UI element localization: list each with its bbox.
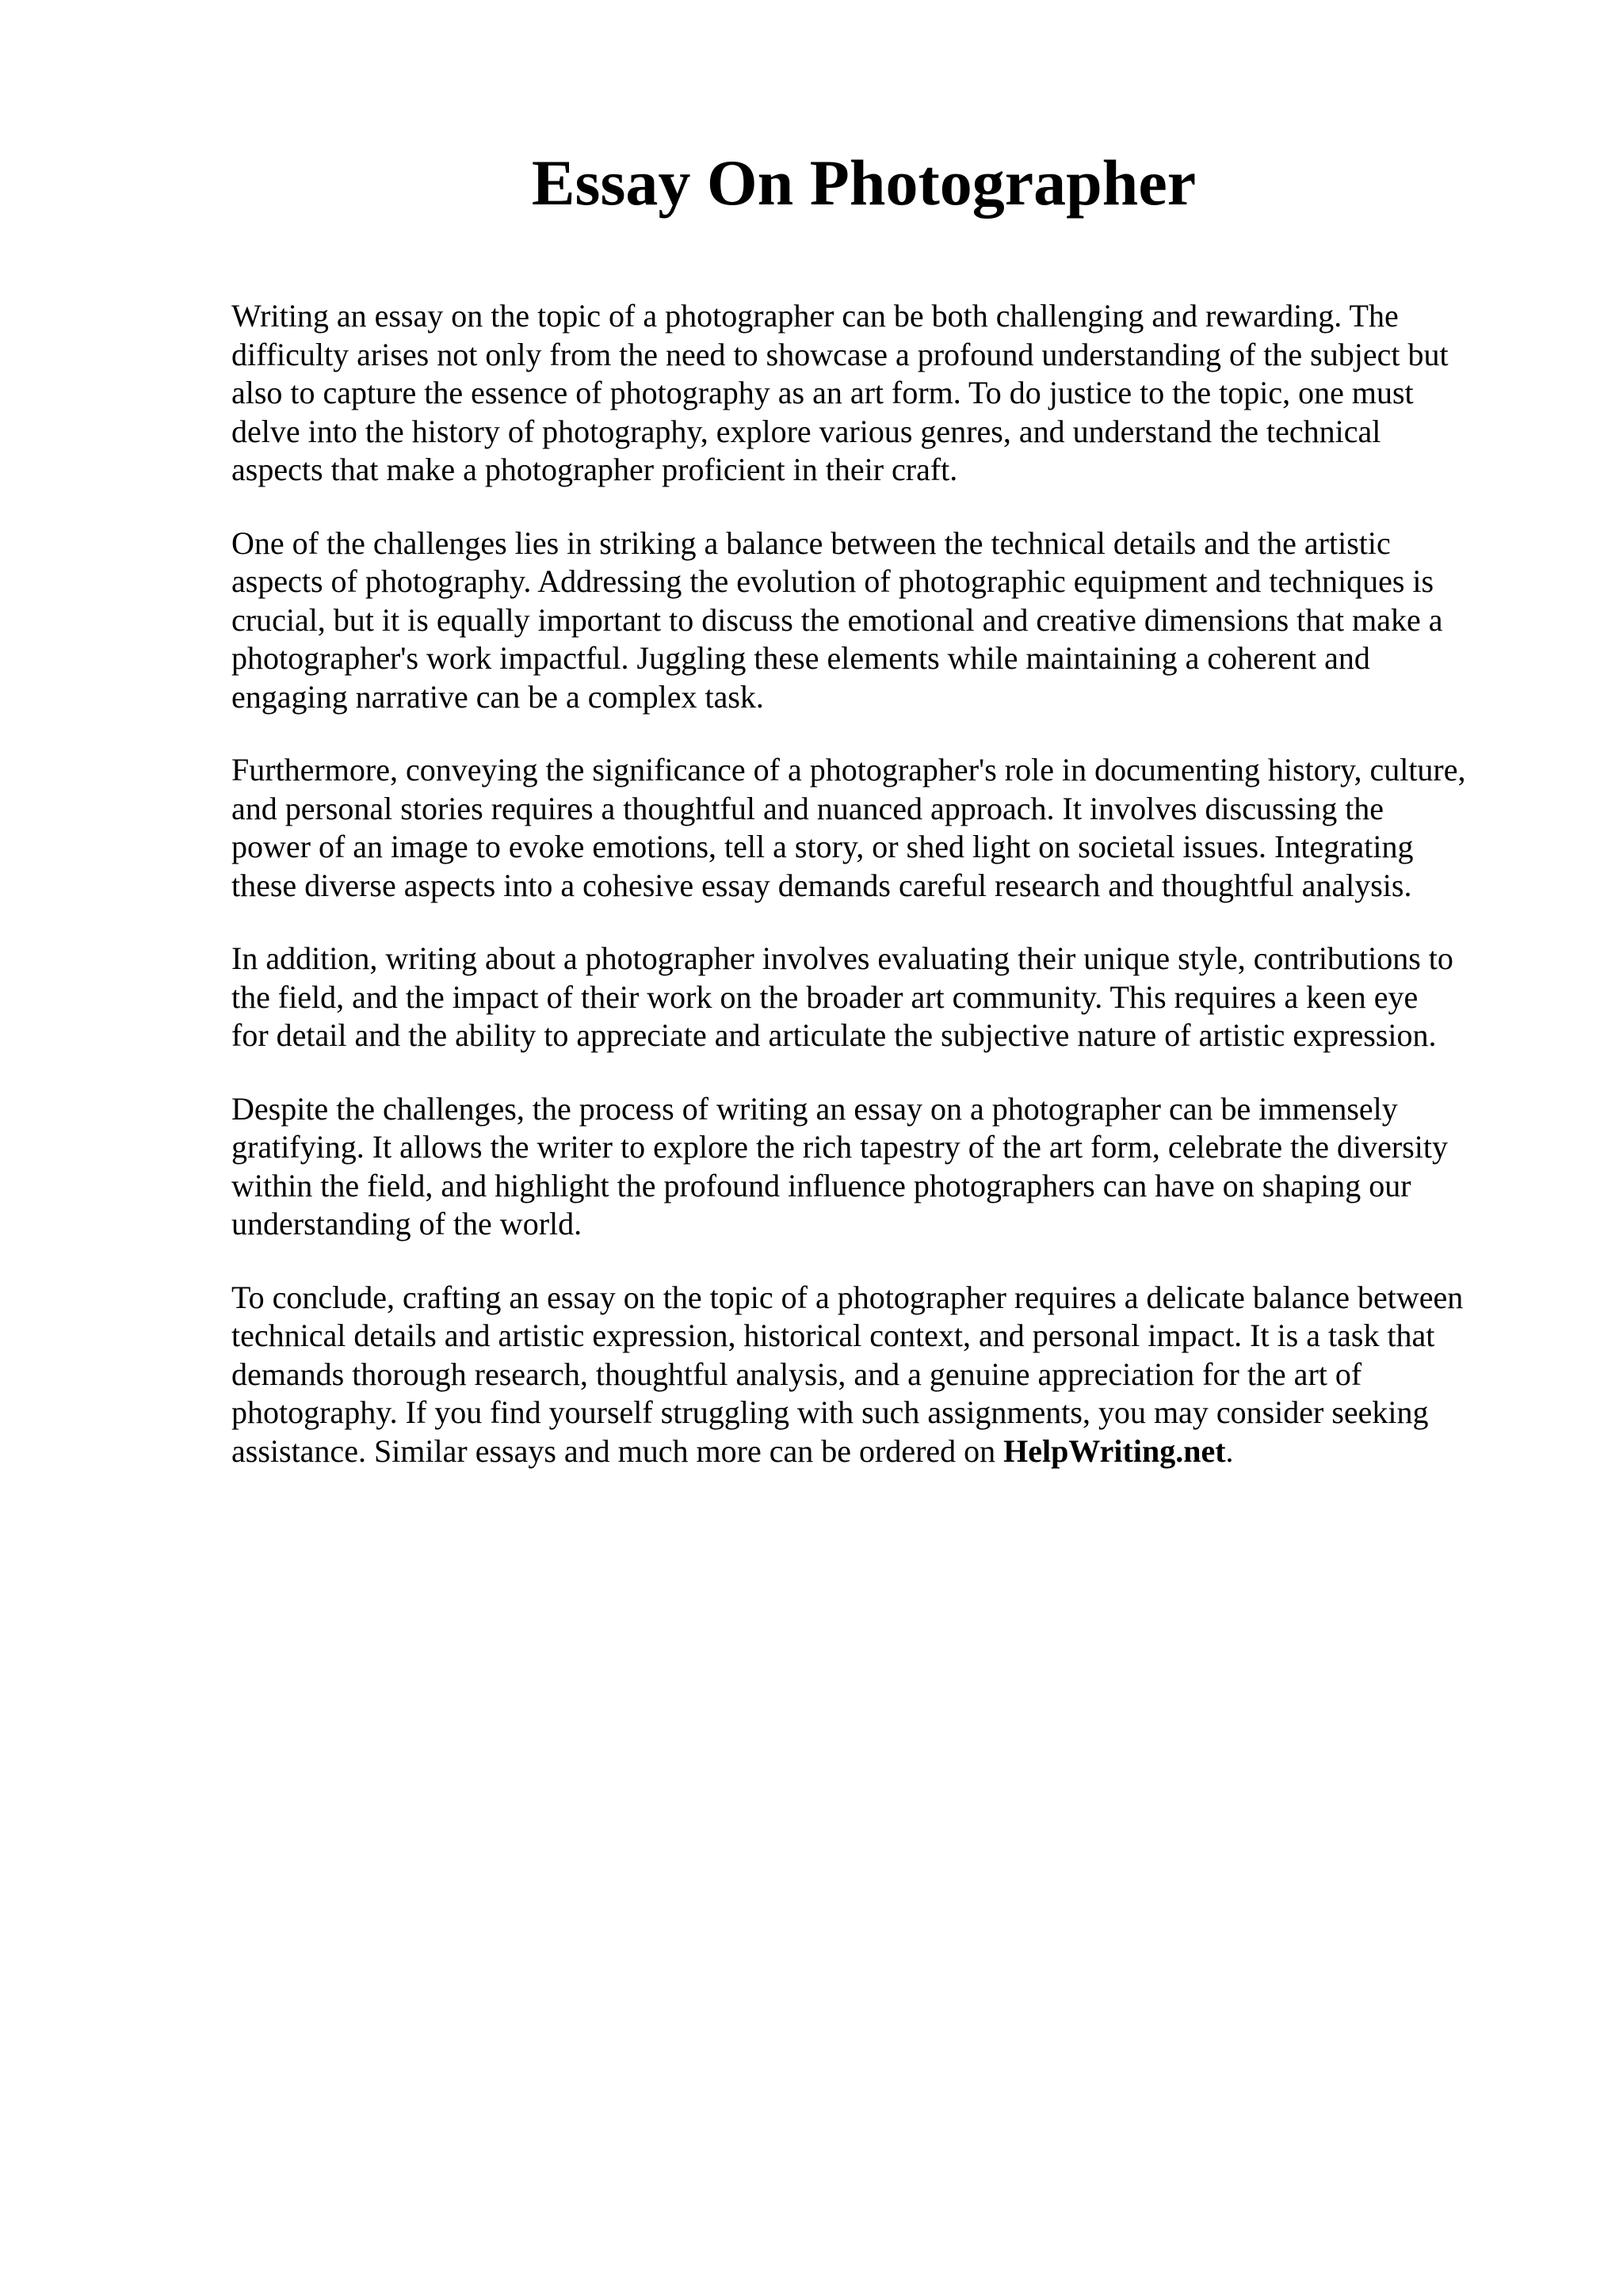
text-line: technical details and artistic expression, historical context, and personal impact. It is a task that <box>231 1318 1435 1353</box>
text-line: within the field, and highlight the profound influence photographers can have on shaping our <box>231 1167 1411 1203</box>
text-line: photography. If you find yourself struggling with such assignments, you may consider seeking <box>231 1394 1429 1430</box>
text-line: delve into the history of photography, explore various genres, and understand the technical <box>231 413 1381 449</box>
brand-name: HelpWriting.net <box>1003 1432 1226 1469</box>
text-line: gratifying. It allows the writer to explore the rich tapestry of the art form, celebrate the diversity <box>231 1129 1448 1165</box>
document-body <box>231 297 1531 1505</box>
text-line: crucial, but it is equally important to discuss the emotional and creative dimensions that make a <box>231 601 1443 638</box>
text-line: understanding of the world. <box>231 1206 582 1241</box>
text-line: the field, and the impact of their work on the broader art community. This requires a keen eye <box>231 978 1419 1015</box>
text-line-last <box>231 1432 1531 1471</box>
text-line: demands thorough research, thoughtful analysis, and a genuine appreciation for the art of <box>231 1356 1362 1392</box>
paragraph-4 <box>231 940 1531 1055</box>
text-line: difficulty arises not only from the need to showcase a profound understanding of the subject but <box>231 336 1449 372</box>
paragraph-6 <box>231 1279 1531 1471</box>
paragraph-1 <box>231 297 1531 490</box>
text-line: In addition, writing about a photographer involves evaluating their unique style, contributions to <box>231 940 1453 976</box>
text-line: and personal stories requires a thoughtful and nuanced approach. It involves discussing the <box>231 790 1384 826</box>
text-line: Writing an essay on the topic of a photographer can be both challenging and rewarding. The <box>231 298 1399 334</box>
text-line: photographer's work impactful. Juggling these elements while maintaining a coherent and <box>231 640 1370 676</box>
text-line: also to capture the essence of photography as an art form. To do justice to the topic, one must <box>231 375 1414 410</box>
text-line: To conclude, crafting an essay on the topic of a photographer requires a delicate balance between <box>231 1279 1464 1315</box>
text-line: Furthermore, conveying the significance of a photographer's role in documenting history, culture, <box>231 752 1466 788</box>
paragraph-2 <box>231 524 1531 717</box>
closing-period: . <box>1225 1432 1234 1469</box>
text-line: Despite the challenges, the process of writing an essay on a photographer can be immensely <box>231 1090 1398 1127</box>
paragraph-3 <box>231 751 1531 905</box>
text-line: aspects of photography. Addressing the evolution of photographic equipment and techniques is <box>231 563 1434 599</box>
document-title: Essay On Photographer <box>531 147 1197 219</box>
text-line: power of an image to evoke emotions, tell a story, or shed light on societal issues. Integrating <box>231 829 1414 864</box>
text-line: engaging narrative can be a complex task. <box>231 678 764 715</box>
text-line: for detail and the ability to appreciate and articulate the subjective nature of artistic expression. <box>231 1017 1437 1053</box>
text-line: these diverse aspects into a cohesive essay demands careful research and thoughtful analysis. <box>231 867 1412 903</box>
text-line: aspects that make a photographer proficient in their craft. <box>231 452 958 487</box>
paragraph-5 <box>231 1090 1531 1244</box>
text-line: One of the challenges lies in striking a balance between the technical details and the artistic <box>231 524 1391 561</box>
closing-text: assistance. Similar essays and much more can be ordered on <box>231 1432 1004 1469</box>
